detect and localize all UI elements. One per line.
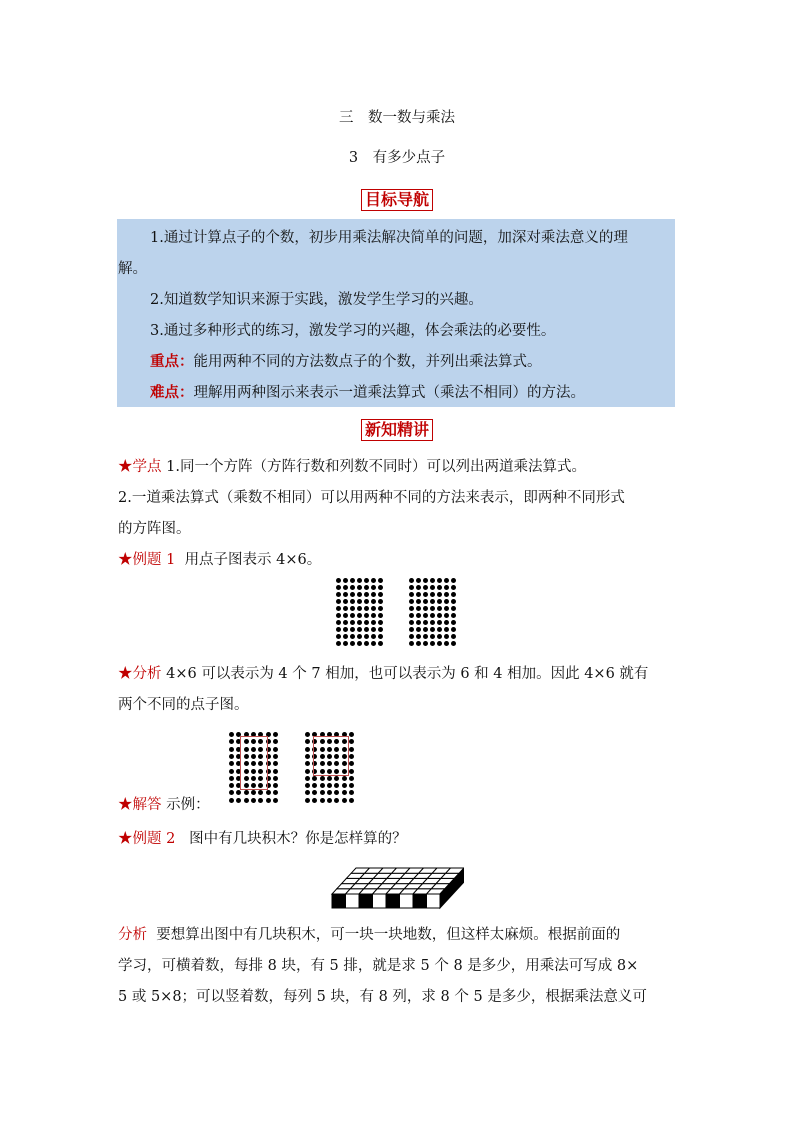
dot — [357, 634, 362, 639]
dot — [266, 798, 271, 803]
dot — [409, 592, 414, 597]
dot — [423, 606, 428, 611]
dot — [371, 599, 376, 604]
dot — [349, 769, 354, 774]
dot — [423, 613, 428, 618]
dot — [430, 620, 435, 625]
dot — [357, 627, 362, 632]
dot — [371, 641, 376, 646]
dot — [305, 747, 310, 752]
dot — [371, 634, 376, 639]
dot — [371, 620, 376, 625]
answer-label: 解答 — [132, 797, 162, 813]
dot — [273, 761, 278, 766]
dot — [320, 776, 325, 781]
dot — [336, 592, 341, 597]
dot — [350, 627, 355, 632]
dot — [305, 769, 310, 774]
dot — [409, 599, 414, 604]
dot — [336, 634, 341, 639]
star-icon: ★ — [118, 797, 133, 813]
dot — [371, 627, 376, 632]
block-front — [359, 894, 373, 908]
dot — [423, 578, 428, 583]
dot — [320, 798, 325, 803]
dot — [273, 798, 278, 803]
dot — [430, 613, 435, 618]
dot — [423, 620, 428, 625]
dot — [364, 641, 369, 646]
star-icon: ★ — [118, 831, 133, 847]
example-2 — [118, 829, 407, 849]
analysis-text: 4×6 可以表示为 4 个 7 相加，也可以表示为 6 和 4 相加。因此 4×6 就有 — [166, 666, 649, 682]
dot — [229, 747, 234, 752]
dot — [416, 627, 421, 632]
key-point-text: 能用两种不同的方法数点子的个数，并列出乘法算式。 — [193, 354, 542, 370]
dot — [336, 585, 341, 590]
dot — [444, 585, 449, 590]
dot — [364, 599, 369, 604]
dot — [416, 599, 421, 604]
dot — [409, 620, 414, 625]
dot — [409, 641, 414, 646]
dot — [305, 776, 310, 781]
dot — [378, 599, 383, 604]
dot — [349, 761, 354, 766]
knowledge-point — [118, 457, 586, 477]
dot — [444, 578, 449, 583]
lesson-title: 3 有多少点子 — [348, 150, 446, 166]
dot — [229, 761, 234, 766]
dot — [312, 790, 317, 795]
dot — [364, 606, 369, 611]
dot — [343, 585, 348, 590]
dot — [416, 634, 421, 639]
dot — [350, 606, 355, 611]
dot — [349, 739, 354, 744]
dot — [371, 613, 376, 618]
dot — [378, 585, 383, 590]
dot — [305, 790, 310, 795]
dot — [320, 790, 325, 795]
dot — [343, 599, 348, 604]
dot — [334, 790, 339, 795]
dot — [229, 798, 234, 803]
dot — [244, 798, 249, 803]
dot — [357, 620, 362, 625]
dot — [273, 739, 278, 744]
dot — [336, 599, 341, 604]
dot — [378, 620, 383, 625]
dot — [451, 634, 456, 639]
dot — [416, 613, 421, 618]
example-1-answer — [118, 795, 210, 815]
example-1-label: 例题 1 — [132, 552, 176, 568]
dot — [349, 747, 354, 752]
dot — [336, 613, 341, 618]
dot — [444, 613, 449, 618]
dot — [430, 578, 435, 583]
block-front — [346, 894, 360, 908]
goal-item-1-cont: 解。 — [118, 261, 147, 277]
dot — [334, 776, 339, 781]
dot — [336, 606, 341, 611]
dot — [451, 578, 456, 583]
dot — [378, 634, 383, 639]
dot — [378, 627, 383, 632]
block-front — [373, 894, 387, 908]
dot — [430, 592, 435, 597]
dot — [378, 613, 383, 618]
unit-title: 三 数一数与乘法 — [339, 110, 455, 126]
dot — [334, 783, 339, 788]
dot — [437, 578, 442, 583]
dot — [430, 627, 435, 632]
dot — [229, 739, 234, 744]
dot — [451, 592, 456, 597]
dot — [343, 613, 348, 618]
dot — [349, 754, 354, 759]
dot — [343, 627, 348, 632]
dot — [437, 585, 442, 590]
dot — [409, 613, 414, 618]
dot — [229, 776, 234, 781]
dot — [305, 754, 310, 759]
dot — [273, 769, 278, 774]
dot — [350, 578, 355, 583]
dot — [423, 641, 428, 646]
dot — [437, 620, 442, 625]
dot — [357, 592, 362, 597]
dot — [430, 606, 435, 611]
dot — [444, 606, 449, 611]
dot — [343, 641, 348, 646]
dot — [364, 620, 369, 625]
dot — [437, 634, 442, 639]
dot — [430, 585, 435, 590]
dot — [305, 783, 310, 788]
knowledge-point-2: 2.一道乘法算式（乘数不相同）可以用两种不同的方法来表示，即两种不同形式 — [118, 490, 625, 506]
block-front — [386, 894, 400, 908]
dot — [371, 585, 376, 590]
example-1-analysis-cont: 两个不同的点子图。 — [118, 697, 249, 713]
dot — [357, 578, 362, 583]
dot — [444, 627, 449, 632]
dot — [236, 798, 241, 803]
dot — [251, 790, 256, 795]
example-2-label: 例题 2 — [132, 831, 176, 847]
dot — [357, 606, 362, 611]
dot — [451, 613, 456, 618]
difficult-point-text: 理解用两种图示来表示一道乘法算式（乘法不相同）的方法。 — [193, 385, 585, 401]
star-icon: ★ — [118, 459, 133, 475]
dot — [305, 732, 310, 737]
dot — [409, 634, 414, 639]
dot — [258, 790, 263, 795]
dot — [350, 599, 355, 604]
dot — [305, 761, 310, 766]
dot — [349, 732, 354, 737]
dot — [305, 798, 310, 803]
dot — [336, 641, 341, 646]
block-front — [427, 894, 441, 908]
dot — [451, 606, 456, 611]
dot — [437, 599, 442, 604]
grouping-box — [313, 736, 349, 776]
star-icon: ★ — [118, 552, 133, 568]
dot — [343, 620, 348, 625]
star-icon: ★ — [118, 666, 133, 682]
dot — [273, 747, 278, 752]
knowledge-point-1: 1.同一个方阵（方阵行数和列数不同时）可以列出两道乘法算式。 — [166, 459, 586, 475]
dot — [364, 634, 369, 639]
dot — [273, 790, 278, 795]
dot — [229, 754, 234, 759]
dot — [444, 620, 449, 625]
dot — [350, 585, 355, 590]
dot — [327, 798, 332, 803]
dot-array-figure — [336, 578, 384, 650]
dot — [364, 585, 369, 590]
dot — [312, 798, 317, 803]
example-2-analysis-cont-2: 5 或 5×8；可以竖着数，每列 5 块，有 8 列，求 8 个 5 是多少，根据乘法意义可 — [118, 989, 647, 1005]
dot — [336, 620, 341, 625]
dot — [430, 599, 435, 604]
dot — [229, 769, 234, 774]
knowledge-point-label: 学点 — [132, 459, 162, 475]
dot — [357, 641, 362, 646]
analysis-label: 分析 — [132, 666, 162, 682]
dot — [364, 592, 369, 597]
dot — [364, 578, 369, 583]
example-1-text: 用点子图表示 4×6。 — [184, 552, 322, 568]
new-knowledge-header: 新知精讲 — [361, 419, 433, 441]
dot — [444, 634, 449, 639]
dot — [451, 585, 456, 590]
dot — [378, 578, 383, 583]
analysis-2-text: 要想算出图中有几块积木，可一块一块地数，但这样太麻烦。根据前面的 — [156, 927, 621, 943]
example-2-analysis-cont-1: 学习，可横着数，每排 8 块，有 5 排，就是求 5 个 8 是多少，用乘法可写成 8× — [118, 958, 639, 974]
dot — [305, 739, 310, 744]
dot — [423, 585, 428, 590]
dot — [350, 613, 355, 618]
dot — [416, 620, 421, 625]
dot — [251, 798, 256, 803]
dot — [423, 627, 428, 632]
dot — [416, 592, 421, 597]
dot — [273, 754, 278, 759]
difficult-point — [150, 383, 585, 403]
dot — [409, 578, 414, 583]
dot — [244, 790, 249, 795]
dot — [430, 634, 435, 639]
dot — [327, 790, 332, 795]
dot — [409, 606, 414, 611]
dot — [409, 627, 414, 632]
dot — [451, 627, 456, 632]
dot — [349, 790, 354, 795]
dot — [334, 798, 339, 803]
dot — [357, 613, 362, 618]
dot — [312, 776, 317, 781]
difficult-point-label: 难点： — [150, 384, 194, 401]
dot — [416, 578, 421, 583]
dot — [312, 783, 317, 788]
block-front — [413, 894, 427, 908]
grouping-box — [240, 736, 268, 790]
dot — [423, 634, 428, 639]
dot — [451, 620, 456, 625]
dot — [349, 776, 354, 781]
dot — [236, 790, 241, 795]
dot — [273, 732, 278, 737]
dot — [416, 606, 421, 611]
block-front — [400, 894, 414, 908]
dot — [444, 599, 449, 604]
dot — [409, 585, 414, 590]
dot — [349, 783, 354, 788]
dot — [350, 641, 355, 646]
goals-header: 目标导航 — [361, 189, 433, 211]
dot — [342, 790, 347, 795]
dot — [343, 606, 348, 611]
dot — [444, 592, 449, 597]
dot — [437, 592, 442, 597]
key-point-label: 重点： — [150, 353, 194, 370]
dot — [430, 641, 435, 646]
dot — [350, 634, 355, 639]
dot — [437, 627, 442, 632]
dot — [320, 783, 325, 788]
dot — [327, 783, 332, 788]
dot — [416, 641, 421, 646]
dot — [357, 599, 362, 604]
dot — [273, 783, 278, 788]
dot — [437, 641, 442, 646]
analysis-2-label: 分析 — [118, 927, 147, 943]
dot — [342, 783, 347, 788]
goal-item-1: 1.通过计算点子的个数，初步用乘法解决简单的问题，加深对乘法意义的理 — [150, 230, 628, 246]
dot — [451, 599, 456, 604]
dot — [371, 592, 376, 597]
dot — [349, 798, 354, 803]
dot — [336, 578, 341, 583]
dot — [350, 620, 355, 625]
goal-item-3: 3.通过多种形式的练习，激发学习的兴趣，体会乘法的必要性。 — [150, 323, 556, 339]
dot — [327, 776, 332, 781]
blocks-figure — [330, 864, 464, 912]
dot — [229, 783, 234, 788]
dot — [378, 592, 383, 597]
dot — [371, 578, 376, 583]
dot — [423, 599, 428, 604]
dot — [273, 776, 278, 781]
example-1-analysis — [118, 664, 648, 684]
dot — [350, 592, 355, 597]
dot — [378, 606, 383, 611]
example-2-analysis — [118, 925, 620, 945]
dot — [229, 732, 234, 737]
dot — [423, 592, 428, 597]
dot — [451, 641, 456, 646]
example-2-text: 图中有几块积木？你是怎样算的？ — [189, 831, 407, 847]
dot — [357, 585, 362, 590]
dot — [444, 641, 449, 646]
dot — [364, 613, 369, 618]
dot — [437, 606, 442, 611]
dot — [342, 798, 347, 803]
dot — [336, 627, 341, 632]
dot — [378, 641, 383, 646]
example-1 — [118, 550, 321, 570]
goal-item-2: 2.知道数学知识来源于实践，激发学生学习的兴趣。 — [150, 292, 483, 308]
dot — [342, 776, 347, 781]
dot — [229, 790, 234, 795]
dot — [258, 798, 263, 803]
dot — [416, 585, 421, 590]
knowledge-point-2-cont: 的方阵图。 — [118, 521, 191, 537]
dot — [266, 790, 271, 795]
answer-text: 示例： — [166, 797, 210, 813]
dot — [343, 578, 348, 583]
key-point — [150, 352, 542, 372]
dot — [343, 592, 348, 597]
dot-array-figure — [409, 578, 457, 650]
dot — [343, 634, 348, 639]
dot — [371, 606, 376, 611]
dot — [437, 613, 442, 618]
dot — [364, 627, 369, 632]
block-front — [332, 894, 346, 908]
